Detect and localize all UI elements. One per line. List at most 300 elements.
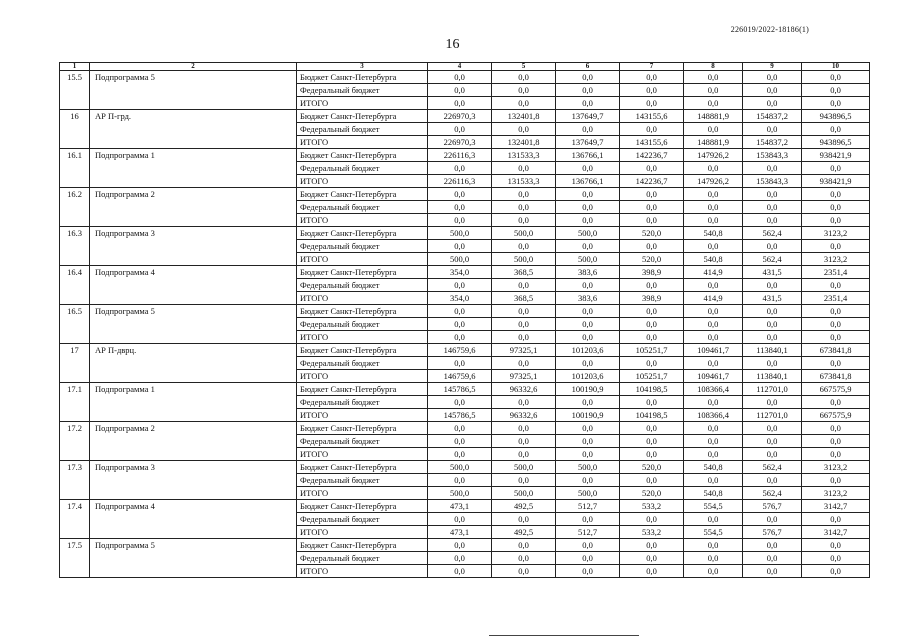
program-name: АР П-грд. [90,110,297,149]
program-name: Подпрограмма 1 [90,383,297,422]
value-cell: 943896,5 [802,136,870,149]
value-cell: 0,0 [802,565,870,578]
funding-source: Федеральный бюджет [297,513,428,526]
row-number: 17.3 [60,461,90,500]
value-cell: 226970,3 [428,110,492,123]
value-cell: 0,0 [620,188,684,201]
row-number: 16.3 [60,227,90,266]
value-cell: 0,0 [620,539,684,552]
value-cell: 113840,1 [743,370,802,383]
value-cell: 108366,4 [684,383,743,396]
value-cell: 131533,3 [492,149,556,162]
value-cell: 0,0 [556,162,620,175]
value-cell: 0,0 [492,123,556,136]
value-cell: 0,0 [684,396,743,409]
value-cell: 398,9 [620,292,684,305]
value-cell: 0,0 [684,84,743,97]
column-number-cell: 7 [620,63,684,71]
value-cell: 0,0 [743,214,802,227]
value-cell: 0,0 [802,305,870,318]
value-cell: 0,0 [556,240,620,253]
table-row [60,422,870,435]
value-cell: 520,0 [620,253,684,266]
value-cell: 148881,9 [684,136,743,149]
program-name: АР П-дврц. [90,344,297,383]
value-cell: 153843,3 [743,149,802,162]
funding-source: ИТОГО [297,526,428,539]
value-cell: 142236,7 [620,149,684,162]
value-cell: 0,0 [492,357,556,370]
value-cell: 0,0 [620,305,684,318]
value-cell: 0,0 [556,513,620,526]
value-cell: 146759,6 [428,370,492,383]
table-row [60,539,870,552]
value-cell: 0,0 [492,435,556,448]
value-cell: 0,0 [556,318,620,331]
value-cell: 0,0 [620,357,684,370]
value-cell: 0,0 [684,474,743,487]
value-cell: 0,0 [620,552,684,565]
value-cell: 0,0 [556,422,620,435]
value-cell: 0,0 [620,513,684,526]
value-cell: 576,7 [743,526,802,539]
value-cell: 0,0 [684,318,743,331]
value-cell: 673841,8 [802,344,870,357]
program-name: Подпрограмма 5 [90,305,297,344]
value-cell: 0,0 [802,97,870,110]
value-cell: 500,0 [556,461,620,474]
column-number-cell: 2 [90,63,297,71]
value-cell: 0,0 [802,84,870,97]
row-number: 17 [60,344,90,383]
row-number: 17.2 [60,422,90,461]
value-cell: 0,0 [428,331,492,344]
value-cell: 153843,3 [743,175,802,188]
value-cell: 0,0 [684,162,743,175]
value-cell: 540,8 [684,253,743,266]
value-cell: 0,0 [684,188,743,201]
funding-source: ИТОГО [297,136,428,149]
value-cell: 0,0 [620,435,684,448]
value-cell: 0,0 [684,279,743,292]
value-cell: 0,0 [428,318,492,331]
funding-source: Бюджет Санкт-Петербурга [297,305,428,318]
value-cell: 0,0 [620,214,684,227]
value-cell: 0,0 [620,279,684,292]
table-row [60,383,870,396]
value-cell: 0,0 [743,448,802,461]
value-cell: 500,0 [428,487,492,500]
value-cell: 2351,4 [802,292,870,305]
value-cell: 0,0 [802,448,870,461]
value-cell: 0,0 [620,240,684,253]
value-cell: 473,1 [428,526,492,539]
value-cell: 0,0 [428,435,492,448]
value-cell: 0,0 [620,123,684,136]
value-cell: 136766,1 [556,149,620,162]
value-cell: 0,0 [802,240,870,253]
value-cell: 0,0 [492,539,556,552]
program-name: Подпрограмма 4 [90,500,297,539]
value-cell: 0,0 [743,552,802,565]
program-name: Подпрограмма 2 [90,188,297,227]
value-cell: 137649,7 [556,110,620,123]
value-cell: 0,0 [492,396,556,409]
value-cell: 0,0 [620,318,684,331]
program-name: Подпрограмма 3 [90,227,297,266]
value-cell: 0,0 [743,279,802,292]
value-cell: 554,5 [684,526,743,539]
value-cell: 562,4 [743,227,802,240]
value-cell: 96332,6 [492,409,556,422]
value-cell: 0,0 [428,214,492,227]
funding-source: Бюджет Санкт-Петербурга [297,344,428,357]
value-cell: 0,0 [802,422,870,435]
value-cell: 0,0 [620,422,684,435]
value-cell: 226116,3 [428,175,492,188]
funding-source: ИТОГО [297,214,428,227]
value-cell: 0,0 [743,84,802,97]
funding-source: ИТОГО [297,253,428,266]
value-cell: 368,5 [492,292,556,305]
value-cell: 500,0 [556,227,620,240]
value-cell: 3142,7 [802,500,870,513]
value-cell: 540,8 [684,461,743,474]
budget-table [59,62,870,578]
row-number: 17.5 [60,539,90,578]
table-row [60,344,870,357]
value-cell: 112701,0 [743,409,802,422]
value-cell: 112701,0 [743,383,802,396]
value-cell: 673841,8 [802,370,870,383]
value-cell: 0,0 [556,331,620,344]
value-cell: 154837,2 [743,110,802,123]
value-cell: 0,0 [620,201,684,214]
value-cell: 0,0 [428,201,492,214]
value-cell: 0,0 [428,305,492,318]
value-cell: 0,0 [743,188,802,201]
document-id: 226019/2022-18186(1) [730,25,809,34]
value-cell: 500,0 [492,253,556,266]
value-cell: 500,0 [492,227,556,240]
table-row [60,266,870,279]
value-cell: 0,0 [802,214,870,227]
value-cell: 0,0 [428,188,492,201]
value-cell: 533,2 [620,526,684,539]
value-cell: 0,0 [556,123,620,136]
table-row [60,500,870,513]
value-cell: 0,0 [802,539,870,552]
value-cell: 473,1 [428,500,492,513]
row-number: 17.1 [60,383,90,422]
value-cell: 0,0 [428,162,492,175]
value-cell: 0,0 [684,422,743,435]
value-cell: 0,0 [802,162,870,175]
value-cell: 576,7 [743,500,802,513]
value-cell: 533,2 [620,500,684,513]
value-cell: 0,0 [743,305,802,318]
value-cell: 145786,5 [428,383,492,396]
funding-source: Бюджет Санкт-Петербурга [297,500,428,513]
column-number-cell: 6 [556,63,620,71]
value-cell: 0,0 [428,84,492,97]
value-cell: 132401,8 [492,110,556,123]
value-cell: 0,0 [492,474,556,487]
value-cell: 0,0 [556,71,620,84]
funding-source: Федеральный бюджет [297,201,428,214]
value-cell: 0,0 [743,71,802,84]
value-cell: 0,0 [802,474,870,487]
value-cell: 0,0 [620,396,684,409]
funding-source: Федеральный бюджет [297,474,428,487]
value-cell: 500,0 [556,487,620,500]
value-cell: 0,0 [492,513,556,526]
value-cell: 540,8 [684,487,743,500]
value-cell: 226970,3 [428,136,492,149]
value-cell: 0,0 [684,71,743,84]
value-cell: 540,8 [684,227,743,240]
value-cell: 0,0 [556,97,620,110]
value-cell: 398,9 [620,266,684,279]
value-cell: 562,4 [743,461,802,474]
value-cell: 3142,7 [802,526,870,539]
funding-source: Федеральный бюджет [297,318,428,331]
funding-source: ИТОГО [297,292,428,305]
funding-source: Федеральный бюджет [297,396,428,409]
value-cell: 0,0 [428,539,492,552]
value-cell: 500,0 [492,461,556,474]
value-cell: 0,0 [428,97,492,110]
value-cell: 0,0 [684,357,743,370]
funding-source: Бюджет Санкт-Петербурга [297,461,428,474]
funding-source: Бюджет Санкт-Петербурга [297,149,428,162]
value-cell: 0,0 [428,357,492,370]
value-cell: 520,0 [620,227,684,240]
value-cell: 0,0 [492,188,556,201]
value-cell: 132401,8 [492,136,556,149]
value-cell: 0,0 [743,565,802,578]
value-cell: 500,0 [428,253,492,266]
value-cell: 0,0 [684,214,743,227]
value-cell: 554,5 [684,500,743,513]
value-cell: 0,0 [492,214,556,227]
value-cell: 0,0 [684,201,743,214]
value-cell: 3123,2 [802,227,870,240]
funding-source: Федеральный бюджет [297,357,428,370]
funding-source: ИТОГО [297,409,428,422]
program-name: Подпрограмма 4 [90,266,297,305]
value-cell: 0,0 [802,331,870,344]
row-number: 16 [60,110,90,149]
value-cell: 0,0 [802,123,870,136]
value-cell: 0,0 [492,279,556,292]
value-cell: 0,0 [743,435,802,448]
value-cell: 512,7 [556,526,620,539]
value-cell: 0,0 [556,84,620,97]
value-cell: 0,0 [492,201,556,214]
value-cell: 0,0 [556,539,620,552]
funding-source: Бюджет Санкт-Петербурга [297,266,428,279]
funding-source: ИТОГО [297,370,428,383]
value-cell: 0,0 [684,123,743,136]
value-cell: 0,0 [428,123,492,136]
value-cell: 0,0 [802,201,870,214]
program-name: Подпрограмма 5 [90,71,297,110]
value-cell: 109461,7 [684,344,743,357]
table-row [60,188,870,201]
value-cell: 109461,7 [684,370,743,383]
value-cell: 0,0 [684,331,743,344]
value-cell: 142236,7 [620,175,684,188]
value-cell: 101203,6 [556,344,620,357]
funding-source: Бюджет Санкт-Петербурга [297,383,428,396]
value-cell: 431,5 [743,292,802,305]
value-cell: 0,0 [684,435,743,448]
value-cell: 0,0 [743,396,802,409]
value-cell: 0,0 [428,513,492,526]
value-cell: 0,0 [428,279,492,292]
funding-source: ИТОГО [297,175,428,188]
funding-source: Федеральный бюджет [297,123,428,136]
value-cell: 354,0 [428,292,492,305]
value-cell: 0,0 [802,396,870,409]
value-cell: 667575,9 [802,409,870,422]
value-cell: 113840,1 [743,344,802,357]
value-cell: 97325,1 [492,370,556,383]
row-number: 16.5 [60,305,90,344]
value-cell: 0,0 [802,435,870,448]
row-number: 16.1 [60,149,90,188]
value-cell: 0,0 [428,565,492,578]
value-cell: 0,0 [428,240,492,253]
value-cell: 108366,4 [684,409,743,422]
value-cell: 0,0 [556,474,620,487]
value-cell: 146759,6 [428,344,492,357]
value-cell: 101203,6 [556,370,620,383]
value-cell: 147926,2 [684,175,743,188]
table-row [60,227,870,240]
value-cell: 0,0 [556,448,620,461]
value-cell: 131533,3 [492,175,556,188]
value-cell: 0,0 [802,552,870,565]
value-cell: 0,0 [743,162,802,175]
value-cell: 414,9 [684,292,743,305]
column-number-cell: 10 [802,63,870,71]
value-cell: 0,0 [492,71,556,84]
value-cell: 0,0 [684,97,743,110]
value-cell: 0,0 [492,565,556,578]
value-cell: 0,0 [620,71,684,84]
value-cell: 0,0 [743,201,802,214]
value-cell: 0,0 [684,552,743,565]
value-cell: 136766,1 [556,175,620,188]
value-cell: 512,7 [556,500,620,513]
value-cell: 3123,2 [802,253,870,266]
table-row [60,71,870,84]
table-row [60,461,870,474]
value-cell: 0,0 [620,97,684,110]
value-cell: 0,0 [743,240,802,253]
program-name: Подпрограмма 2 [90,422,297,461]
value-cell: 0,0 [684,305,743,318]
value-cell: 0,0 [492,448,556,461]
value-cell: 383,6 [556,292,620,305]
value-cell: 0,0 [743,318,802,331]
value-cell: 562,4 [743,253,802,266]
column-number-cell: 9 [743,63,802,71]
value-cell: 0,0 [743,97,802,110]
value-cell: 500,0 [428,461,492,474]
row-number: 16.2 [60,188,90,227]
value-cell: 0,0 [743,123,802,136]
value-cell: 0,0 [684,513,743,526]
column-number-cell: 8 [684,63,743,71]
value-cell: 143155,6 [620,110,684,123]
value-cell: 105251,7 [620,370,684,383]
row-number: 16.4 [60,266,90,305]
funding-source: Бюджет Санкт-Петербурга [297,422,428,435]
value-cell: 431,5 [743,266,802,279]
value-cell: 520,0 [620,461,684,474]
footer-line [489,635,639,636]
value-cell: 0,0 [428,422,492,435]
value-cell: 0,0 [428,474,492,487]
value-cell: 0,0 [620,84,684,97]
funding-source: Федеральный бюджет [297,552,428,565]
funding-source: Федеральный бюджет [297,279,428,292]
value-cell: 100190,9 [556,383,620,396]
value-cell: 0,0 [556,396,620,409]
funding-source: Бюджет Санкт-Петербурга [297,188,428,201]
value-cell: 0,0 [743,474,802,487]
value-cell: 0,0 [620,474,684,487]
value-cell: 226116,3 [428,149,492,162]
value-cell: 0,0 [556,357,620,370]
value-cell: 0,0 [492,331,556,344]
value-cell: 0,0 [684,240,743,253]
funding-source: ИТОГО [297,565,428,578]
program-name: Подпрограмма 5 [90,539,297,578]
value-cell: 562,4 [743,487,802,500]
funding-source: Федеральный бюджет [297,240,428,253]
value-cell: 383,6 [556,266,620,279]
value-cell: 0,0 [492,162,556,175]
value-cell: 500,0 [428,227,492,240]
value-cell: 500,0 [492,487,556,500]
value-cell: 0,0 [620,331,684,344]
value-cell: 104198,5 [620,409,684,422]
value-cell: 105251,7 [620,344,684,357]
column-number-cell: 5 [492,63,556,71]
funding-source: ИТОГО [297,487,428,500]
value-cell: 100190,9 [556,409,620,422]
value-cell: 0,0 [620,162,684,175]
value-cell: 0,0 [684,565,743,578]
value-cell: 0,0 [620,565,684,578]
value-cell: 0,0 [743,513,802,526]
value-cell: 104198,5 [620,383,684,396]
value-cell: 0,0 [802,513,870,526]
value-cell: 0,0 [492,84,556,97]
value-cell: 0,0 [802,279,870,292]
value-cell: 0,0 [802,188,870,201]
column-number-cell: 4 [428,63,492,71]
value-cell: 0,0 [428,71,492,84]
program-name: Подпрограмма 1 [90,149,297,188]
column-number-row [60,63,870,71]
value-cell: 368,5 [492,266,556,279]
value-cell: 0,0 [428,448,492,461]
